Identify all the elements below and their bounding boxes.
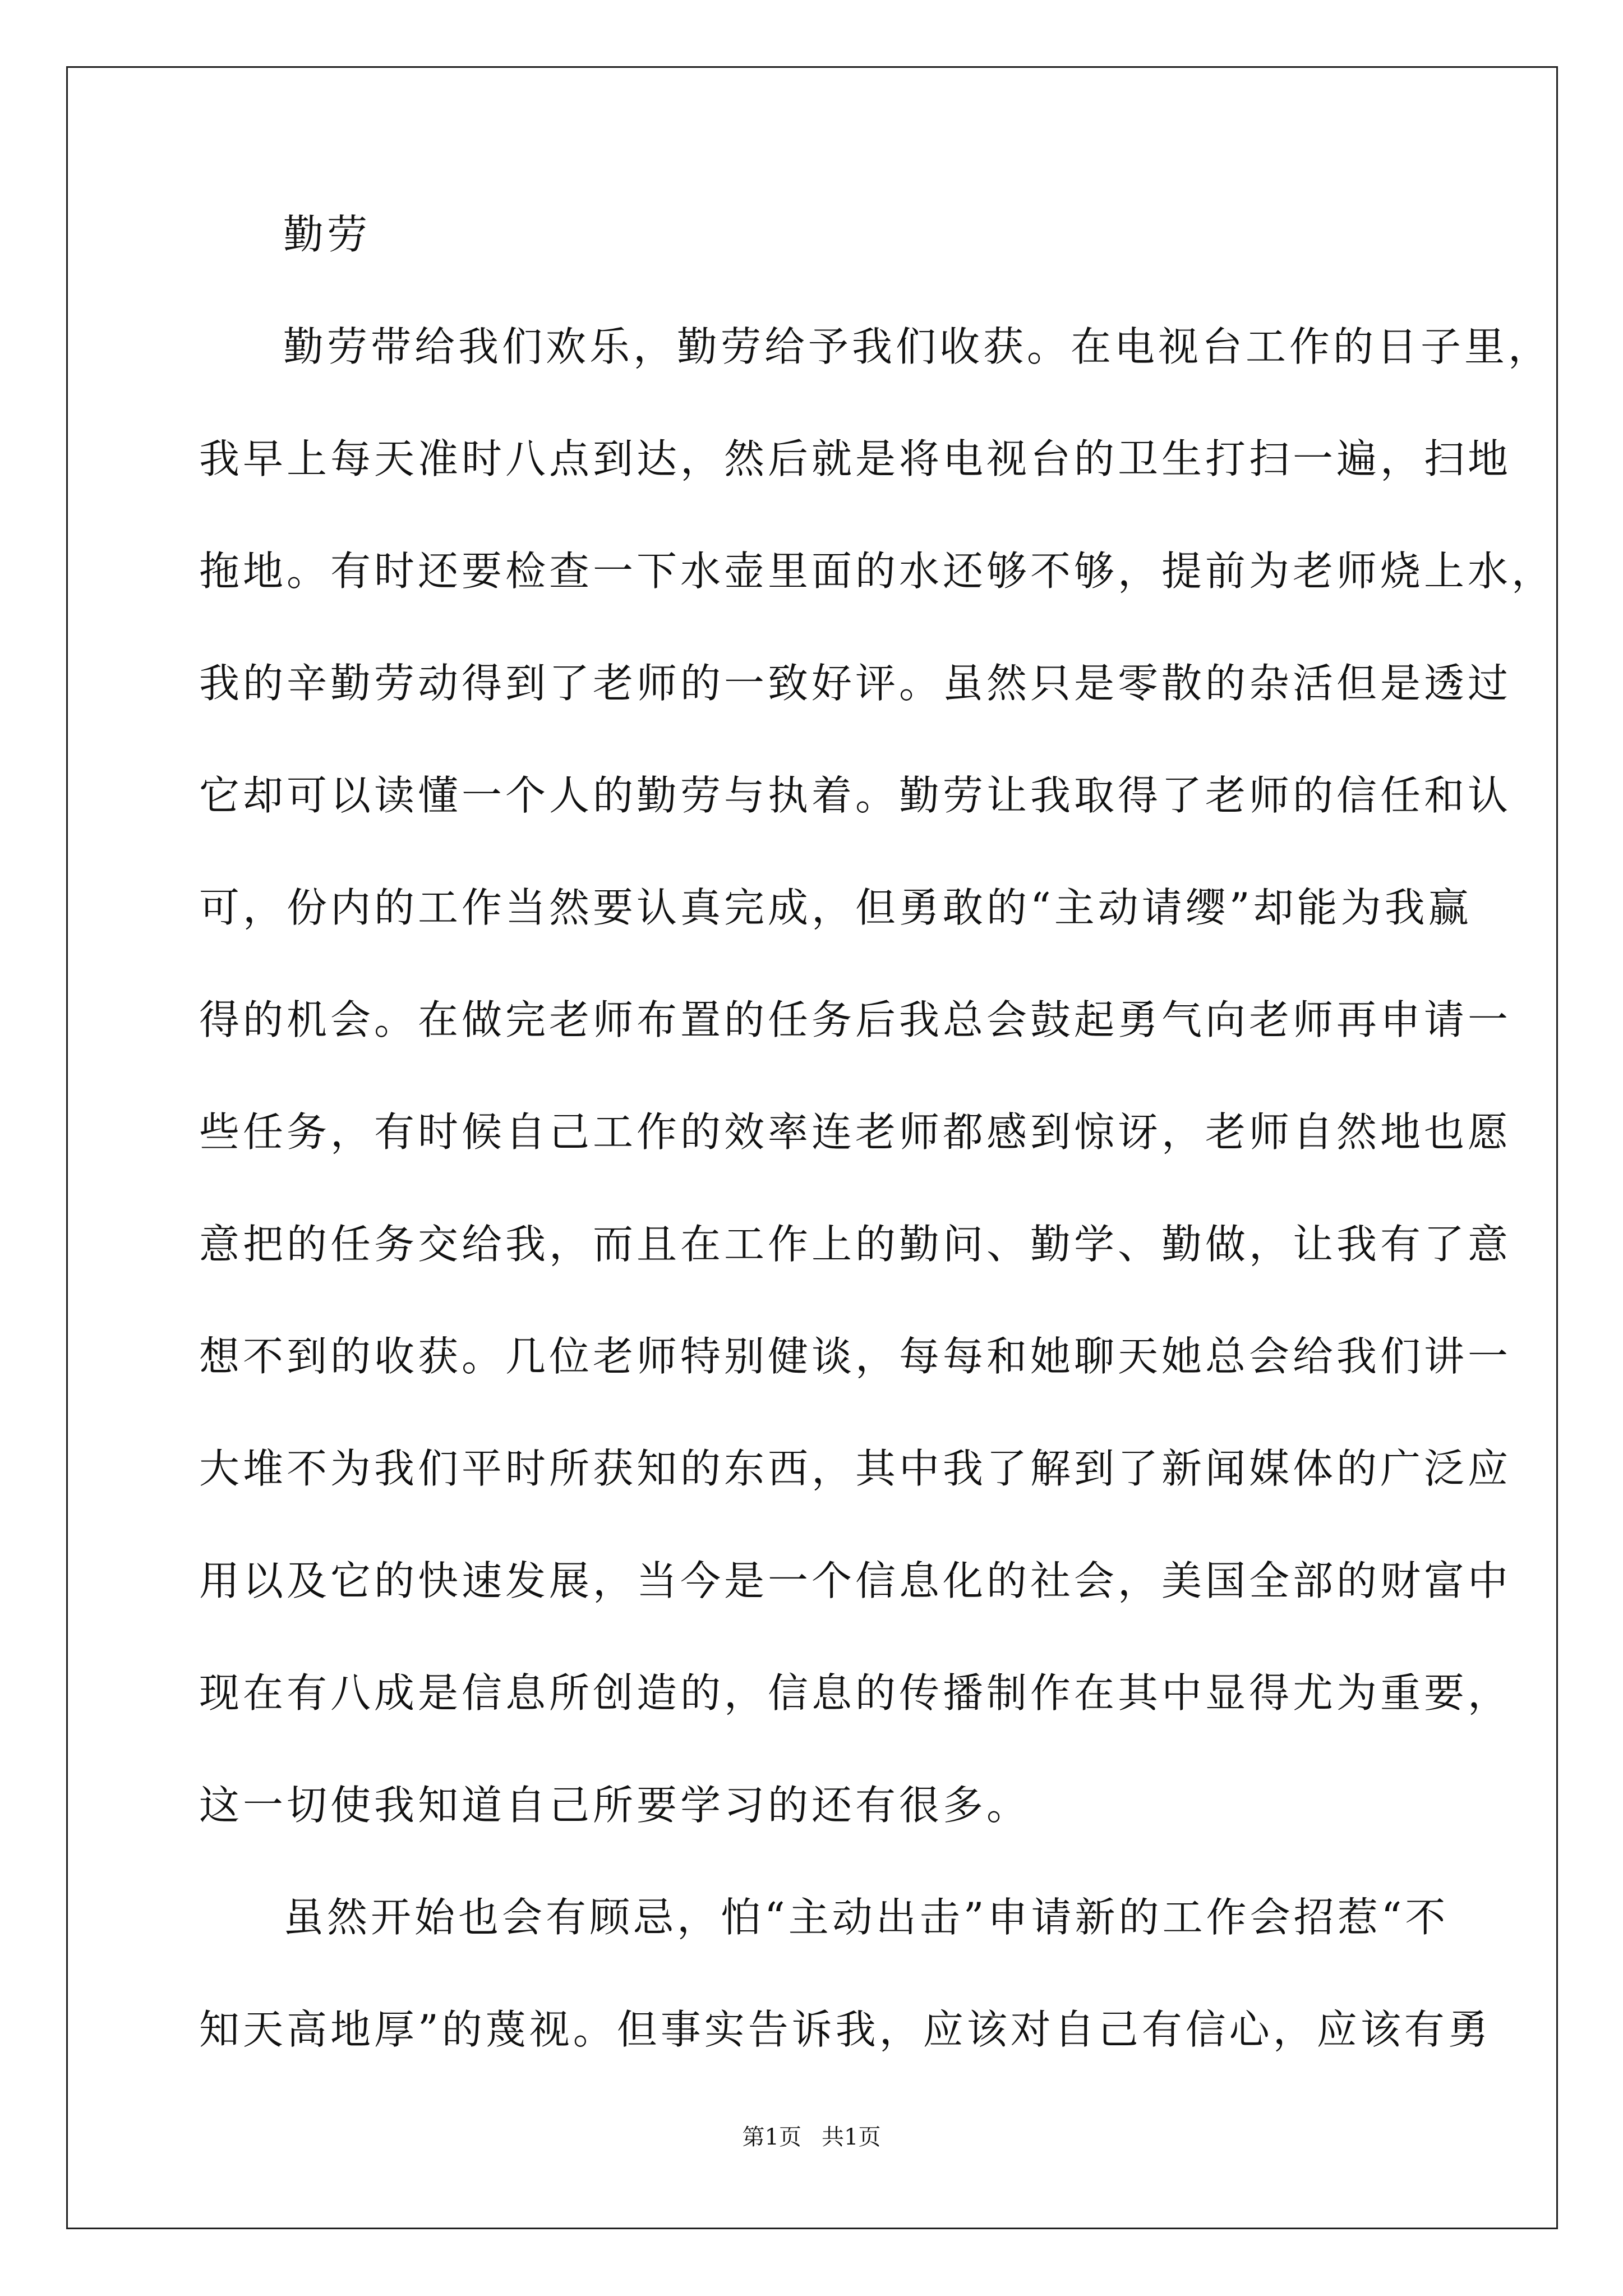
paragraph-line: 得的机会。在做完老师布置的任务后我总会鼓起勇气向老师再申请一 bbox=[199, 996, 1512, 1043]
paragraph-line: 可，份内的工作当然要认真完成，但勇敢的“主动请缨”却能为我赢 bbox=[199, 884, 1472, 931]
paragraph-line: 这一切使我知道自己所要学习的还有很多。 bbox=[199, 1782, 1031, 1829]
paragraph-line: 我的辛勤劳动得到了老师的一致好评。虽然只是零散的杂活但是透过 bbox=[199, 660, 1512, 707]
page-footer bbox=[0, 2123, 1623, 2151]
paragraph-line: 用以及它的快速发展，当今是一个信息化的社会，美国全部的财富中 bbox=[199, 1557, 1512, 1604]
paragraph-line: 意把的任务交给我，而且在工作上的勤问、勤学、勤做，让我有了意 bbox=[199, 1221, 1512, 1268]
paragraph-line: 勤劳带给我们欢乐，勤劳给予我们收获。在电视台工作的日子里， bbox=[283, 323, 1552, 370]
paragraph-line: 些任务，有时候自己工作的效率连老师都感到惊讶，老师自然地也愿 bbox=[199, 1108, 1512, 1156]
paragraph-line: 它却可以读懂一个人的勤劳与执着。勤劳让我取得了老师的信任和认 bbox=[199, 772, 1512, 819]
paragraph-line: 我早上每天准时八点到达，然后就是将电视台的卫生打扫一遍，扫地 bbox=[199, 435, 1512, 482]
document-title: 勤劳 bbox=[283, 211, 371, 258]
paragraph-line: 知天高地厚”的蔑视。但事实告诉我，应该对自己有信心，应该有勇 bbox=[199, 2006, 1492, 2053]
paragraph-line: 现在有八成是信息所创造的，信息的传播制作在其中显得尤为重要， bbox=[199, 1669, 1512, 1717]
page-total: 共1页 bbox=[822, 2124, 881, 2150]
paragraph-line: 大堆不为我们平时所获知的东西，其中我了解到了新闻媒体的广泛应 bbox=[199, 1445, 1512, 1492]
page-number: 第1页 bbox=[742, 2124, 801, 2150]
paragraph-line: 拖地。有时还要检查一下水壶里面的水还够不够，提前为老师烧上水， bbox=[199, 547, 1556, 595]
paragraph-line: 虽然开始也会有顾忌，怕“主动出击”申请新的工作会招惹“不 bbox=[283, 1894, 1449, 1941]
paragraph-line: 想不到的收获。几位老师特别健谈，每每和她聊天她总会给我们讲一 bbox=[199, 1333, 1512, 1380]
